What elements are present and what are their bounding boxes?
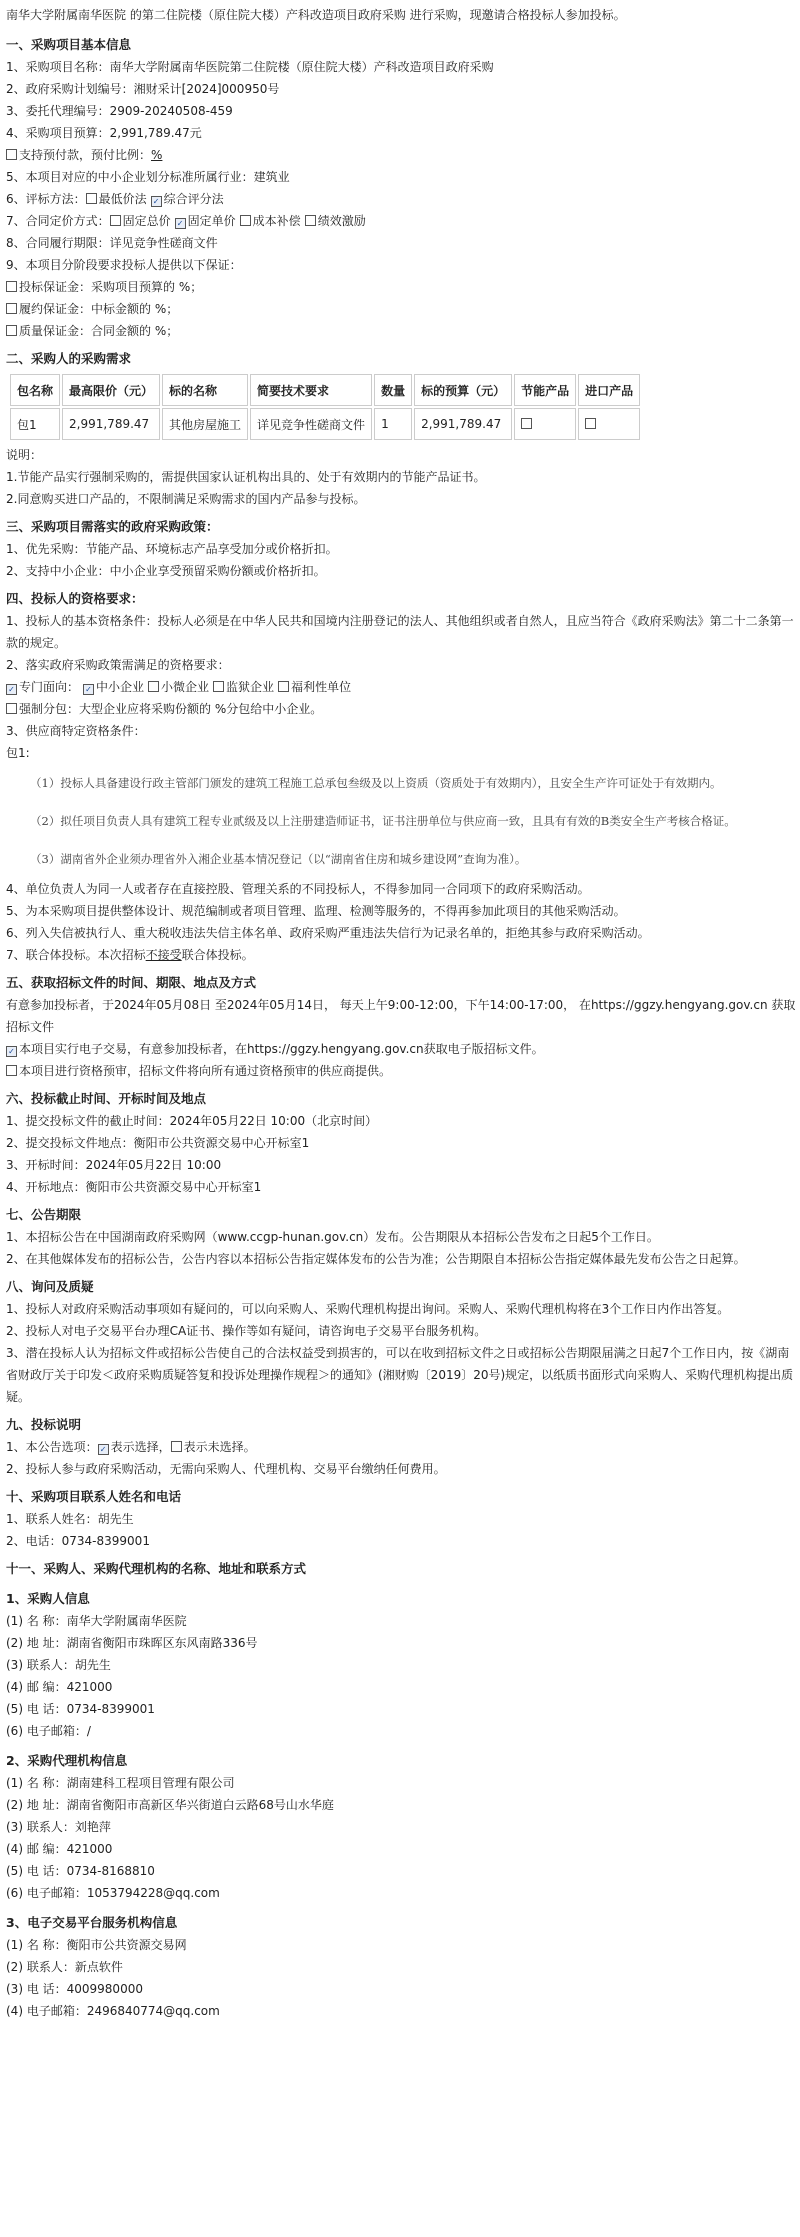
prepayment-checkbox[interactable] <box>6 149 17 160</box>
project-name: 1、采购项目名称：南华大学附属南华医院第二住院楼（原住院大楼）产科改造项目政府采购 <box>6 60 494 74</box>
table-header: 标的名称 <box>162 374 248 406</box>
purchaser-info-title: 1、采购人信息 <box>6 1591 90 1606</box>
note-1: 1.节能产品实行强制采购的，需提供国家认证机构出具的、处于有效期内的节能产品证书。 <box>6 470 486 484</box>
section-7-title: 七、公告期限 <box>6 1207 82 1222</box>
opening-time: 3、开标时间：2024年05月22日 10:00 <box>6 1158 222 1172</box>
quality-bond-checkbox[interactable] <box>6 325 17 336</box>
purchaser-postcode: (4) 邮 编：421000 <box>6 1680 113 1694</box>
contact-name: 1、联系人姓名：胡先生 <box>6 1512 134 1526</box>
section-6-title: 六、投标截止时间、开标时间及地点 <box>6 1091 207 1106</box>
platform-name: (1) 名 称：衡阳市公共资源交易网 <box>6 1938 187 1952</box>
notice-period-2: 2、在其他媒体发布的招标公告，公告内容以本招标公告指定媒体发布的公告为准；公告期限自本招标公告指定媒体最先发布公告之日起算。 <box>6 1252 746 1266</box>
table-cell: 包1 <box>10 408 60 440</box>
platform-email: (4) 电子邮箱：2496840774@qq.com <box>6 2004 220 2018</box>
quality-bond: 质量保证金：合同金额的 %； <box>6 320 796 342</box>
section-10-title: 十、采购项目联系人姓名和电话 <box>6 1489 182 1504</box>
table-cell: 2,991,789.47 <box>62 408 160 440</box>
inquiry-1: 1、投标人对政府采购活动事项如有疑问的，可以向采购人、采购代理机构提出询问。采购人、采购代理机构将在3个工作日内作出答复。 <box>6 1302 730 1316</box>
basic-qualification: 1、投标人的基本资格条件：投标人必须是在中华人民共和国境内注册登记的法人、其他组织或者自然人，且应当符合《政府采购法》第二十二条第一款的规定。 <box>6 614 794 650</box>
plan-number: 2、政府采购计划编号：湘财采计[2024]000950号 <box>6 82 280 96</box>
prison-enterprise-checkbox[interactable] <box>213 681 224 692</box>
platform-info-title: 3、电子交易平台服务机构信息 <box>6 1915 178 1930</box>
agency-postcode: (4) 邮 编：421000 <box>6 1842 113 1856</box>
energy-saving-checkbox[interactable] <box>521 418 532 429</box>
agency-info-title: 2、采购代理机构信息 <box>6 1753 128 1768</box>
imported-product-checkbox[interactable] <box>585 418 596 429</box>
submission-location: 2、提交投标文件地点：衡阳市公共资源交易中心开标室1 <box>6 1136 310 1150</box>
subcontract-checkbox[interactable] <box>6 703 17 714</box>
agency-address: (2) 地 址：湖南省衡阳市高新区华兴街道白云路68号山水华庭 <box>6 1798 334 1812</box>
table-row <box>10 408 640 440</box>
qualification-item-2: （2）拟任项目负责人具有建筑工程专业贰级及以上注册建造师证书，证书注册单位与供应商一致，且具有有效的B类安全生产考核合格证。 <box>30 814 736 828</box>
submission-deadline: 1、提交投标文件的截止时间：2024年05月22日 10:00（北京时间） <box>6 1114 378 1128</box>
section-4-title: 四、投标人的资格要求： <box>6 591 144 606</box>
welfare-unit-checkbox[interactable] <box>278 681 289 692</box>
table-cell: 详见竞争性磋商文件 <box>250 408 372 440</box>
qualification-4: 4、单位负责人为同一人或者存在直接控股、管理关系的不同投标人，不得参加同一合同项下的政府采购活动。 <box>6 882 590 896</box>
table-header: 数量 <box>374 374 412 406</box>
fixed-unit-checkbox[interactable] <box>175 218 186 229</box>
agency-contact: (3) 联系人：刘艳萍 <box>6 1820 111 1834</box>
unselected-example-checkbox <box>171 1441 182 1452</box>
table-cell: 2,991,789.47 <box>414 408 512 440</box>
electronic-trading-checkbox[interactable] <box>6 1046 17 1057</box>
qualification-6: 6、列入失信被执行人、重大税收违法失信主体名单、政府采购严重违法失信行为记录名单的，拒绝其参与政府采购活动。 <box>6 926 650 940</box>
package-label: 包1: <box>6 746 30 760</box>
requirements-table <box>8 372 642 442</box>
notice-period-1: 1、本招标公告在中国湖南政府采购网（www.ccgp-hunan.gov.cn）发布。公告期限从本招标公告发布之日起5个工作日。 <box>6 1230 659 1244</box>
table-header-row <box>10 374 640 406</box>
table-cell <box>578 408 640 440</box>
bid-bond-checkbox[interactable] <box>6 281 17 292</box>
performance-bond: 履约保证金：中标金额的 %； <box>6 298 796 320</box>
evaluation-method: 6、评标方法： 最低价法✓ 综合评分法 <box>6 188 796 210</box>
purchaser-phone: (5) 电 话：0734-8399001 <box>6 1702 155 1716</box>
lowest-price-checkbox[interactable] <box>86 193 97 204</box>
purchaser-address: (2) 地 址：湖南省衡阳市珠晖区东风南路336号 <box>6 1636 258 1650</box>
purchaser-name: (1) 名 称：南华大学附属南华医院 <box>6 1614 187 1628</box>
qualification-item-1: （1）投标人具备建设行政主管部门颁发的建筑工程施工总承包叁级及以上资质（资质处于有效期内），且安全生产许可证处于有效期内。 <box>30 776 722 790</box>
intro-text: 南华大学附属南华医院 的第二住院楼（原住院大楼）产科改造项目政府采购 进行采购，现邀请合格投标人参加投标。 <box>6 8 626 22</box>
note-2: 2.同意购买进口产品的，不限制满足采购需求的国内产品参与投标。 <box>6 492 366 506</box>
table-header: 节能产品 <box>514 374 576 406</box>
guarantee-requirement: 9、本项目分阶段要求投标人提供以下保证： <box>6 258 242 272</box>
selected-example-checkbox <box>98 1444 109 1455</box>
policy-1: 1、优先采购：节能产品、环境标志产品享受加分或价格折扣。 <box>6 542 338 556</box>
sme-checkbox[interactable] <box>83 684 94 695</box>
purchaser-contact: (3) 联系人：胡先生 <box>6 1658 111 1672</box>
platform-phone: (3) 电 话：4009980000 <box>6 1982 143 1996</box>
section-11-title: 十一、采购人、采购代理机构的名称、地址和联系方式 <box>6 1561 307 1576</box>
project-budget: 4、采购项目预算：2,991,789.47元 <box>6 126 202 140</box>
performance-bond-checkbox[interactable] <box>6 303 17 314</box>
electronic-trading: ✓本项目实行电子交易，有意参加投标者，在https://ggzy.hengyang.gov.cn获取电子版招标文件。 <box>6 1038 796 1060</box>
table-header: 标的预算（元） <box>414 374 512 406</box>
subcontract-option: 强制分包：大型企业应将采购份额的 %分包给中小企业。 <box>6 698 796 720</box>
table-header: 进口产品 <box>578 374 640 406</box>
table-header: 包名称 <box>10 374 60 406</box>
purchaser-email: (6) 电子邮箱：/ <box>6 1724 91 1738</box>
agency-name: (1) 名 称：湖南建科工程项目管理有限公司 <box>6 1776 235 1790</box>
qualification-5: 5、为本采购项目提供整体设计、规范编制或者项目管理、监理、检测等服务的，不得再参加此项目的其他采购活动。 <box>6 904 626 918</box>
contract-pricing: 7、合同定价方式： 固定总价✓ 固定单价 成本补偿 绩效激励 <box>6 210 796 232</box>
table-cell: 其他房屋施工 <box>162 408 248 440</box>
contact-phone: 2、电话：0734-8399001 <box>6 1534 150 1548</box>
dedicated-checkbox[interactable] <box>6 684 17 695</box>
opening-location: 4、开标地点：衡阳市公共资源交易中心开标室1 <box>6 1180 262 1194</box>
policy-qualification: 2、落实政府采购政策需满足的资格要求： <box>6 658 230 672</box>
comprehensive-score-checkbox[interactable] <box>151 196 162 207</box>
section-2-title: 二、采购人的采购需求 <box>6 351 132 366</box>
note-title: 说明： <box>6 448 43 462</box>
dedicated-option: ✓专门面向：✓ 中小企业 小微企业 监狱企业 福利性单位 <box>6 676 796 698</box>
specific-qualification: 3、供应商特定资格条件： <box>6 724 146 738</box>
table-header: 最高限价（元） <box>62 374 160 406</box>
agency-email: (6) 电子邮箱：1053794228@qq.com <box>6 1886 220 1900</box>
qualification-item-3: （3）湖南省外企业须办理省外入湘企业基本情况登记（以“湖南省住房和城乡建设网”查询为准）。 <box>30 852 527 866</box>
contract-period: 8、合同履行期限：详见竞争性磋商文件 <box>6 236 218 250</box>
section-1-title: 一、采购项目基本信息 <box>6 37 132 52</box>
cost-compensation-checkbox[interactable] <box>240 215 251 226</box>
section-8-title: 八、询问及质疑 <box>6 1279 94 1294</box>
micro-enterprise-checkbox[interactable] <box>148 681 159 692</box>
bid-bond: 投标保证金：采购项目预算的 %； <box>6 276 796 298</box>
document-acquisition: 有意参加投标者，于2024年05月08日 至2024年05月14日， 每天上午9:00-12:00，下午14:00-17:00， 在https://ggzy.hengyang.gov.cn 获取招标文件 <box>6 998 796 1034</box>
inquiry-2: 2、投标人对电子交易平台办理CA证书、操作等如有疑问，请咨询电子交易平台服务机构。 <box>6 1324 487 1338</box>
agency-number: 3、委托代理编号：2909-20240508-459 <box>6 104 233 118</box>
section-5-title: 五、获取招标文件的时间、期限、地点及方式 <box>6 975 257 990</box>
section-3-title: 三、采购项目需落实的政府采购政策： <box>6 519 219 534</box>
section-9-title: 九、投标说明 <box>6 1417 82 1432</box>
performance-incentive-checkbox[interactable] <box>305 215 316 226</box>
policy-2: 2、支持中小企业：中小企业享受预留采购份额或价格折扣。 <box>6 564 326 578</box>
prequalification: 本项目进行资格预审，招标文件将向所有通过资格预审的供应商提供。 <box>6 1060 796 1082</box>
agency-phone: (5) 电 话：0734-8168810 <box>6 1864 155 1878</box>
no-fee-note: 2、投标人参与政府采购活动，无需向采购人、代理机构、交易平台缴纳任何费用。 <box>6 1462 446 1476</box>
table-cell <box>514 408 576 440</box>
inquiry-3: 3、潜在投标人认为招标文件或招标公告使自己的合法权益受到损害的，可以在收到招标文件之日或招标公告期限届满之日起7个工作日内，按《湖南省财政厅关于印发＜政府采购质疑答复和投诉处理操作规程＞的通知》(湘财购〔2019〕20号)规定，以纸质书面形式向采购人、采购代理机构提出质疑。 <box>6 1346 794 1404</box>
table-header: 简要技术要求 <box>250 374 372 406</box>
industry: 5、本项目对应的中小企业划分标准所属行业：建筑业 <box>6 170 290 184</box>
platform-contact: (2) 联系人：新点软件 <box>6 1960 123 1974</box>
table-cell: 1 <box>374 408 412 440</box>
qualification-7: 7、联合体投标。本次招标不接受联合体投标。 <box>6 948 254 962</box>
prequalification-checkbox[interactable] <box>6 1065 17 1076</box>
prepayment-option: 支持预付款，预付比例：% <box>6 144 796 166</box>
option-legend: 1、本公告选项：✓ 表示选择， 表示未选择。 <box>6 1436 796 1458</box>
fixed-total-checkbox[interactable] <box>110 215 121 226</box>
